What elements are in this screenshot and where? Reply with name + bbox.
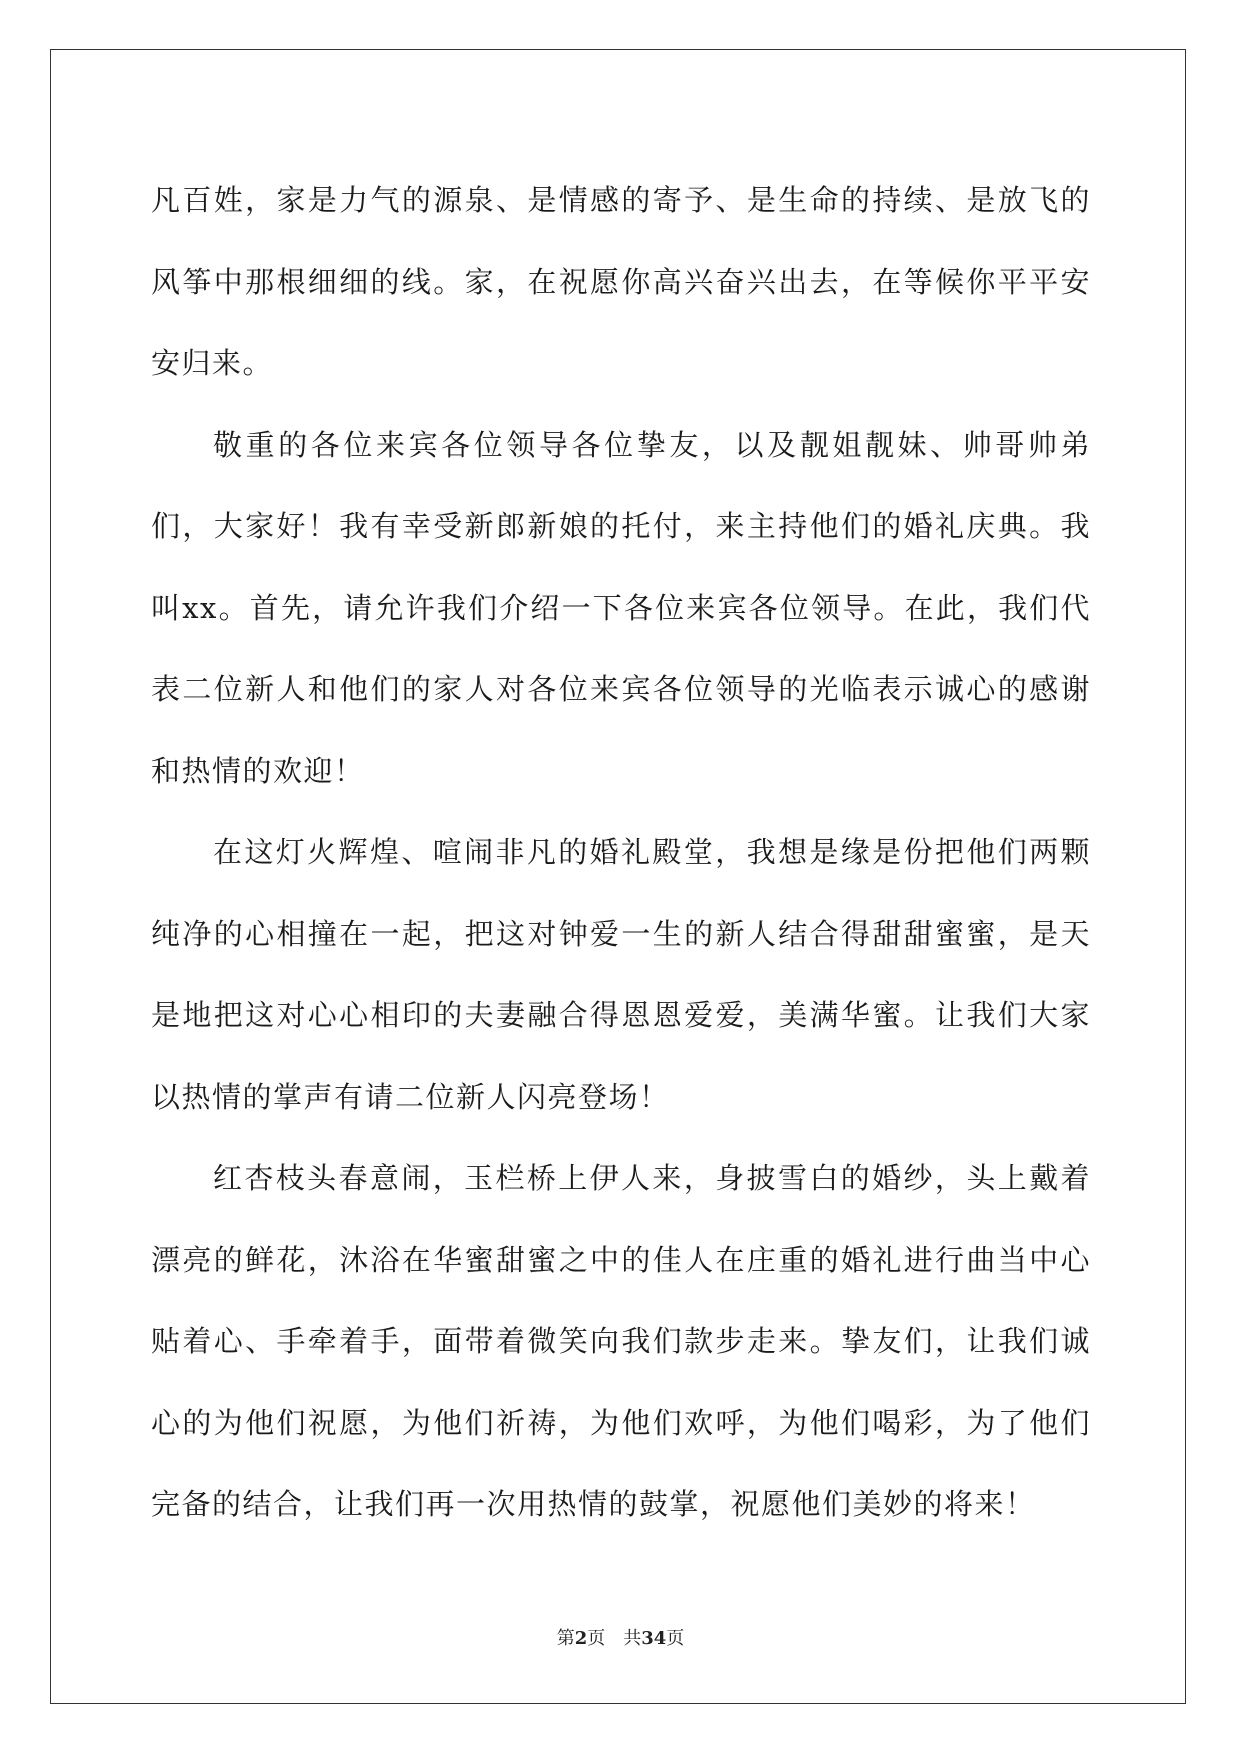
paragraph-4: 红杏枝头春意闹，玉栏桥上伊人来，身披雪白的婚纱，头上戴着漂亮的鲜花，沐浴在华蜜甜蜜之中的佳人在庄重的婚礼进行曲当中心贴着心、手牵着手，面带着微笑向我们款步走来。挚友们，让我们诚心的为他们祝愿，为他们祈祷，为他们欢呼，为他们喝彩，为了他们完备的结合，让我们再一次用热情的鼓掌，祝愿他们美妙的将来！ <box>151 1161 1091 1521</box>
total-pages: 34 <box>641 1628 667 1649</box>
document-body <box>151 160 1091 1546</box>
page-suffix: 页 <box>587 1628 606 1649</box>
page-footer <box>0 1627 1241 1651</box>
paragraph-1: 凡百姓，家是力气的源泉、是情感的寄予、是生命的持续、是放飞的风筝中那根细细的线。家，在祝愿你高兴奋兴出去，在等候你平平安安归来。 <box>151 183 1091 380</box>
total-suffix: 页 <box>666 1628 685 1649</box>
page-prefix: 第 <box>556 1628 575 1649</box>
total-prefix: 共 <box>623 1628 642 1649</box>
page-number: 2 <box>574 1628 588 1649</box>
paragraph-3: 在这灯火辉煌、喧闹非凡的婚礼殿堂，我想是缘是份把他们两颗纯净的心相撞在一起，把这对钟爱一生的新人结合得甜甜蜜蜜，是天是地把这对心心相印的夫妻融合得恩恩爱爱，美满华蜜。让我们大家以热情的掌声有请二位新人闪亮登场！ <box>151 835 1091 1114</box>
paragraph-2: 敬重的各位来宾各位领导各位挚友，以及靓姐靓妹、帅哥帅弟们，大家好！我有幸受新郎新娘的托付，来主持他们的婚礼庆典。我叫xx。首先，请允许我们介绍一下各位来宾各位领导。在此，我们代表二位新人和他们的家人对各位来宾各位领导的光临表示诚心的感谢和热情的欢迎！ <box>151 427 1091 788</box>
